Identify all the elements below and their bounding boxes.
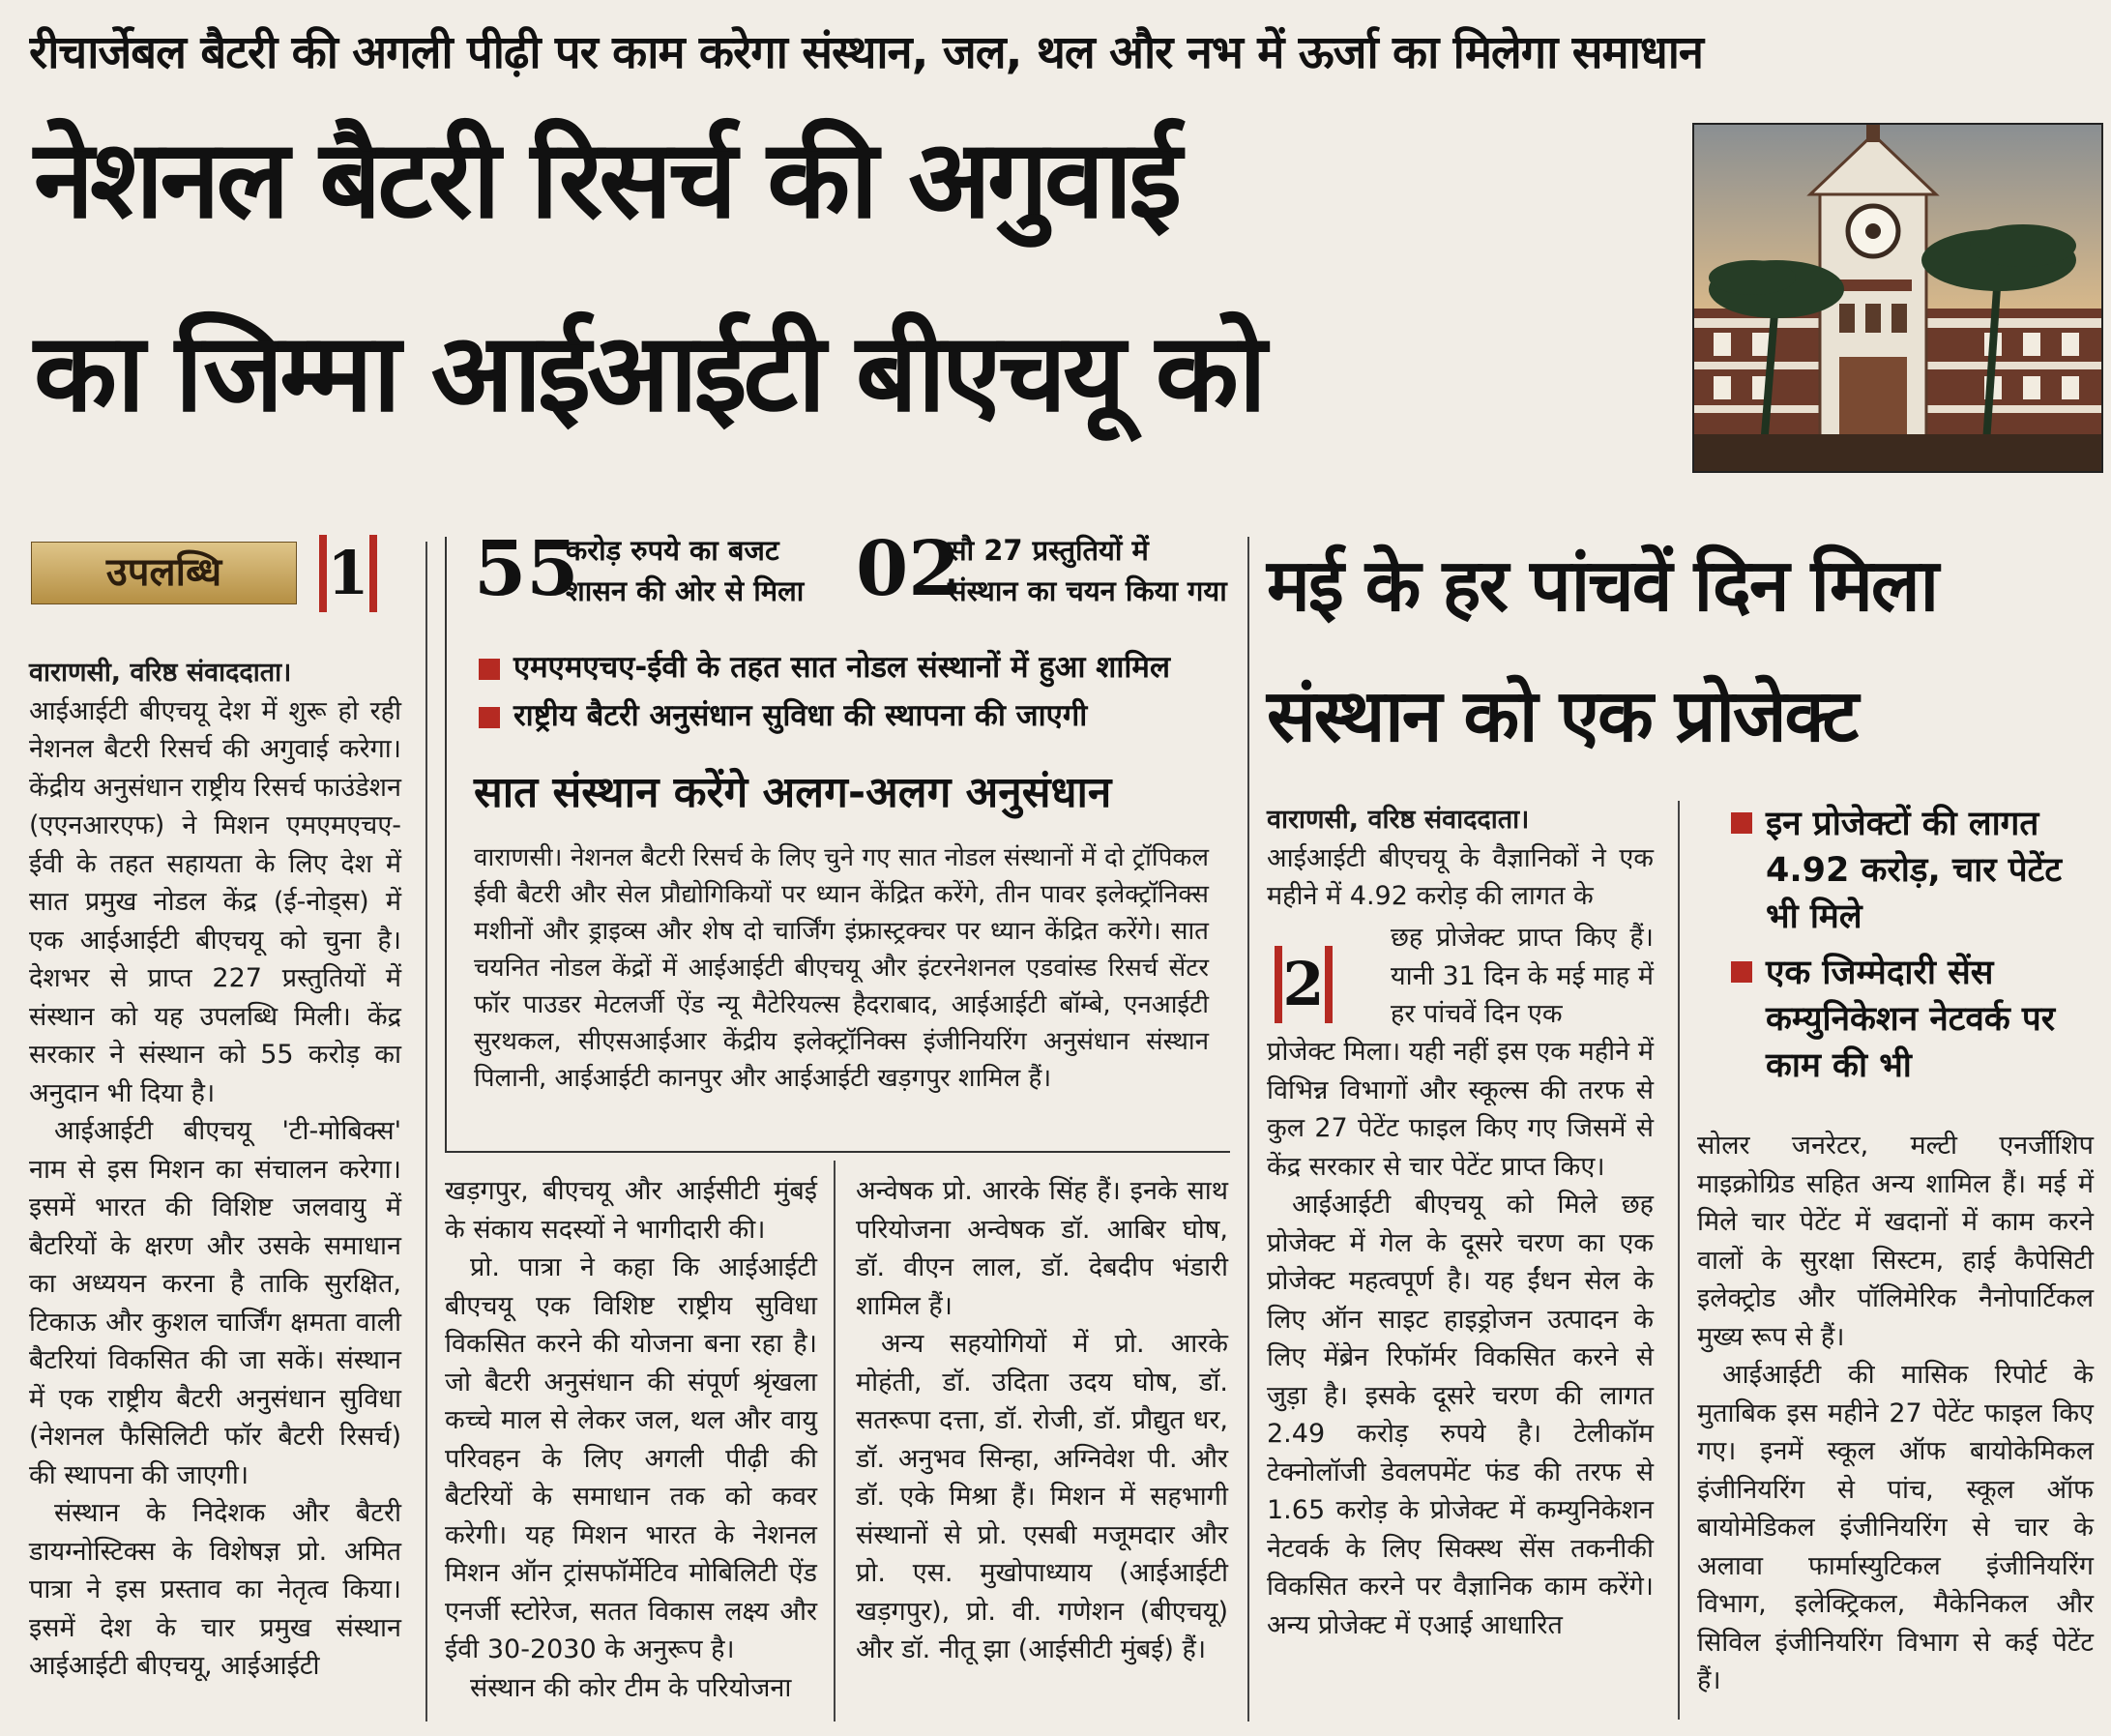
stat-budget-number: 55 <box>474 525 579 613</box>
main-headline-line-1: नेशनल बैटरी रिसर्च की अगुवाई <box>34 117 1179 243</box>
column-divider <box>834 1161 836 1721</box>
story1-col2-paragraph-3: संस्थान की कोर टीम के परियोजना <box>470 1672 792 1703</box>
story2-bullet-item <box>1731 801 2089 940</box>
highlight-item <box>479 694 1087 737</box>
story1-col2-text: खड़गपुर, बीएचयू और आईसीटी मुंबई के संकाय सदस्यों ने भागीदारी की। <box>445 1176 817 1245</box>
story1-column-3 <box>856 1172 1228 1669</box>
story2-paragraph-1: प्रोजेक्ट मिला। यही नहीं इस एक महीने में विभिन्न विभागों और स्कूल्स की तरफ से कुल 27 पेटेंट फाइल किए गए जिसमें से केंद्र सरकार से चार पेटेंट प्राप्त किए। <box>1267 1037 1654 1182</box>
story1-paragraph-1: आईआईटी बीएचयू देश में शुरू हो रही नेशनल बैटरी रिसर्च की अगुवाई करेगा। केंद्रीय अनुसंधान राष्ट्रीय रिसर्च फाउंडेशन (एएनआरएफ) ने मिशन एमएमएचए-ईवी के तहत सहायता के लिए देश में सात प्रमुख नोडल केंद्र (ई-नोड्स) में एक आईआईटी बीएचयू को चुना है। देशभर से प्राप्त 227 प्रस्तुतियों में संस्थान को यह उपलब्धि मिली। केंद्र सरकार ने संस्थान को 55 करोड़ का अनुदान भी दिया है। <box>29 695 401 1108</box>
bullet-square <box>479 659 500 680</box>
story2-column-2 <box>1697 1127 2094 1700</box>
bullet-text: एक जिम्मेदारी सेंस कम्युनिकेशन नेटवर्क पर काम की भी <box>1766 954 2056 1085</box>
story2-headline-line-2: संस्थान को एक प्रोजेक्ट <box>1267 673 1858 758</box>
clock-tower-photo <box>1692 123 2103 473</box>
story-number-marker: 2 <box>1275 946 1333 1023</box>
sidebar-body: वाराणसी। नेशनल बैटरी रिसर्च के लिए चुने गए सात नोडल संस्थानों में दो ट्रॉपिकल ईवी बैटरी और सेल प्रौद्योगिकियों पर ध्यान केंद्रित करेंगे, तीन पावर इलेक्ट्रॉनिक्स मशीनों और ड्राइव्स और शेष दो चार्जिंग इंफ्रास्ट्रक्चर पर ध्यान केंद्रित करेंगे। सात चयनित नोडल केंद्रों में आईआईटी बीएचयू और इंटरनेशनल एडवांस्ड रिसर्च सेंटर फॉर पाउडर मेटलर्जी ऐंड न्यू मैटेरियल्स हैदराबाद, आईआईटी बॉम्बे, एनआईटी सुरथकल, सीएसआईआर केंद्रीय इलेक्ट्रॉनिक्स इंजीनियरिंग अनुसंधान संस्थान पिलानी, आईआईटी कानपुर और आईआईटी खड़गपुर शामिल हैं। <box>474 843 1209 1093</box>
story2-beside-marker: छह प्रोजेक्ट प्राप्त किए हैं। यानी 31 दिन के मई माह में हर पांचवें दिन एक <box>1391 923 1654 1029</box>
story1-column-1 <box>29 654 401 1686</box>
highlight-item <box>479 646 1170 689</box>
bullet-text: इन प्रोजेक्टों की लागत 4.92 करोड़, चार पेटेंट भी मिले <box>1766 805 2062 936</box>
stat-submissions-text: सौ 27 प्रस्तुतियों में संस्थान का चयन किया गया <box>948 534 1227 607</box>
story2-headline-line-1: मई के हर पांचवें दिन मिला <box>1267 543 1938 628</box>
story2-col5-text: सोलर जनरेटर, मल्टी एनर्जीशिप माइक्रोग्रिड सहित अन्य शामिल हैं। मई में मिले चार पेटेंट में खदानों में काम करने वालों के सुरक्षा सिस्टम, हाई कैपेसिटी इलेक्ट्रोड और पॉलिमेरिक नैनोपार्टिकल मुख्य रूप से हैं। <box>1697 1131 2094 1352</box>
story1-col2-paragraph-2: प्रो. पात्रा ने कहा कि आईआईटी बीएचयू एक विशिष्ट राष्ट्रीय सुविधा विकसित करने की योजना बना रहा है। जो बैटरी अनुसंधान की संपूर्ण श्रृंखला कच्चे माल से लेकर जल, थल और वायु परिवहन के लिए अगली पीढ़ी की बैटरियों के समाधान तक को कवर करेगी। यह मिशन भारत के नेशनल मिशन ऑन ट्रांसफॉर्मेटिव मोबिलिटी ऐंड एनर्जी स्टोरेज, सतत विकास लक्ष्य और ईवी 30-2030 के अनुरूप है। <box>445 1252 817 1664</box>
bullet-square <box>1731 961 1752 983</box>
story2-column-1 <box>1267 801 1654 916</box>
bullet-square <box>1731 812 1752 834</box>
column-divider <box>425 542 427 1721</box>
highlight-text: राष्ट्रीय बैटरी अनुसंधान सुविधा की स्थापना की जाएगी <box>513 698 1088 733</box>
story1-paragraph-2: आईआईटी बीएचयू 'टी-मोबिक्स' नाम से इस मिशन का संचालन करेगा। इसमें भारत की विशिष्ट जलवायु में बैटरियों के क्षरण और उसके समाधान का अध्ययन करना है ताकि सुरक्षित, टिकाऊ और कुशल चार्जिंग क्षमता वाली बैटरियां विकसित की जा सकें। संस्थान में एक राष्ट्रीय बैटरी अनुसंधान सुविधा (नेशनल फैसिलिटी फॉर बैटरी रिसर्च) की स्थापना की जाएगी। <box>29 1116 401 1490</box>
story-number-marker: 1 <box>319 535 377 612</box>
story2-column-1-continued <box>1267 1033 1654 1644</box>
stat-submissions-number: 02 <box>856 525 961 613</box>
dateline: वाराणसी, वरिष्ठ संवाददाता। <box>1267 805 1530 835</box>
achievement-badge: उपलब्धि <box>31 542 297 604</box>
story2-intro: आईआईटी बीएचयू के वैज्ञानिकों ने एक महीने में 4.92 करोड़ की लागत के <box>1267 842 1654 911</box>
story1-paragraph-3: संस्थान के निदेशक और बैटरी डायग्नोस्टिक्स के विशेषज्ञ प्रो. अमित पात्रा ने इस प्रस्ताव का नेतृत्व किया। इसमें देश के चार प्रमुख संस्थान आईआईटी बीएचयू, आईआईटी <box>29 1498 401 1681</box>
story1-col3-text: अन्वेषक प्रो. आरके सिंह हैं। इनके साथ परियोजना अन्वेषक डॉ. आबिर घोष, डॉ. वीएन लाल, डॉ. देबदीप भंडारी शामिल हैं। <box>856 1176 1228 1321</box>
kicker-headline: रीचार्जेबल बैटरी की अगली पीढ़ी पर काम करेगा संस्थान, जल, थल और नभ में ऊर्जा का मिलेगा समाधान <box>29 26 1703 79</box>
column-divider <box>1247 537 1249 1721</box>
story2-bullets <box>1731 801 2089 1089</box>
story1-col3-paragraph-2: अन्य सहयोगियों में प्रो. आरके मोहंती, डॉ. उदिता उदय घोष, डॉ. सतरूपा दत्ता, डॉ. रोजी, डॉ. प्रौद्युत धर, डॉ. अनुभव सिन्हा, अग्निवेश पी. और डॉ. एके मिश्रा हैं। मिशन में सहभागी संस्थानों से प्रो. एसबी मजूमदार और प्रो. एस. मुखोपाध्याय (आईआईटी खड़गपुर), प्रो. वी. गणेशन (बीएचयू) और डॉ. नीतू झा (आईसीटी मुंबई) हैं। <box>856 1329 1228 1664</box>
highlight-text: एमएमएचए-ईवी के तहत सात नोडल संस्थानों में हुआ शामिल <box>513 650 1170 685</box>
bullet-square <box>479 707 500 728</box>
stat-budget-text: करोड़ रुपये का बजट शासन की ओर से मिला <box>566 534 805 607</box>
story2-paragraph-2: आईआईटी बीएचयू को मिले छह प्रोजेक्ट में गेल के दूसरे चरण का एक प्रोजेक्ट महत्वपूर्ण है। यह ईंधन सेल के लिए ऑन साइट हाइड्रोजन उत्पादन के लिए मेंब्रेन रिफॉर्मर विकसित करने से जुड़ा है। इसके दूसरे चरण की लागत 2.49 करोड़ रुपये है। टेलीकॉम टेक्नोलॉजी डेवलपमेंट फंड की तरफ से 1.65 करोड़ के प्रोजेक्ट में कम्युनिकेशन नेटवर्क के लिए सिक्स्थ सेंस तकनीकी विकसित करने पर वैज्ञानिक काम करेंगे। अन्य प्रोजेक्ट में एआई आधारित <box>1267 1190 1654 1640</box>
sidebar-title: सात संस्थान करेंगे अलग-अलग अनुसंधान <box>474 768 1112 817</box>
column-divider <box>1678 801 1680 1720</box>
story2-col5-paragraph-2: आईआईटी की मासिक रिपोर्ट के मुताबिक इस महीने 27 पेटेंट फाइल किए गए। इनमें स्कूल ऑफ बायोकेमिकल इंजीनियरिंग से पांच, स्कूल ऑफ बायोमेडिकल इंजीनियरिंग से चार के अलावा फार्मास्युटिकल इंजीनियरिंग विभाग, इलेक्ट्रिकल, मैकेनिकल और सिविल इंजीनियरिंग विभाग से कई पेटेंट हैं। <box>1697 1360 2094 1695</box>
main-headline-line-2: का जिम्मा आईआईटी बीएचयू को <box>34 310 1263 436</box>
story2-bullet-item <box>1731 950 2089 1089</box>
dateline: वाराणसी, वरिष्ठ संवाददाता। <box>29 658 292 688</box>
story1-column-2 <box>445 1172 817 1707</box>
